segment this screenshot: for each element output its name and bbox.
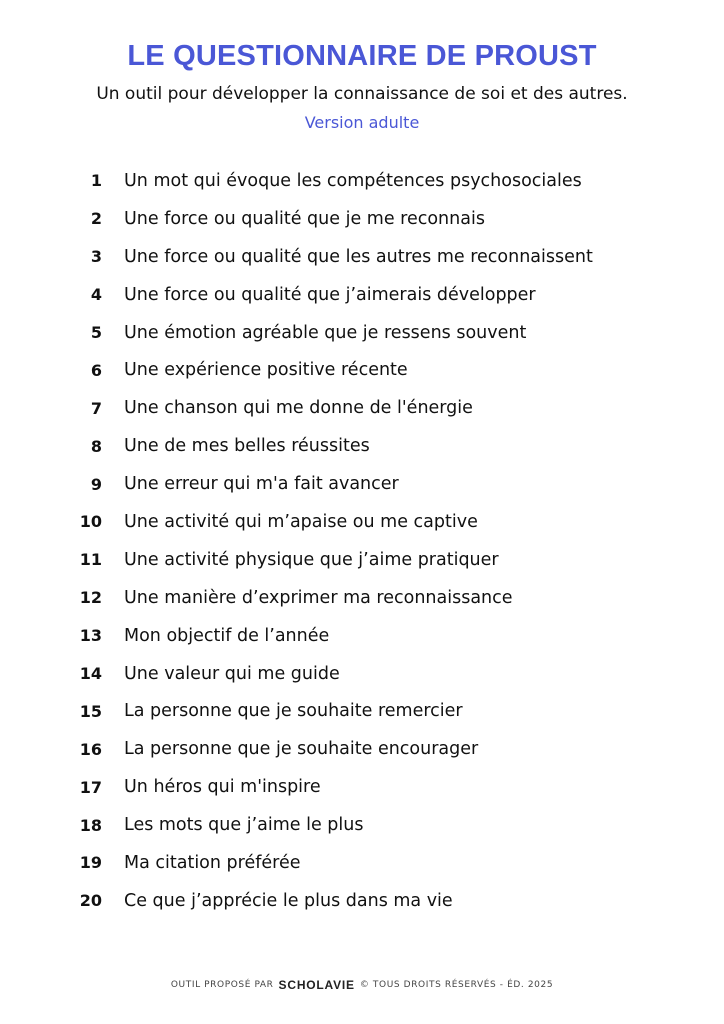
question-text: La personne que je souhaite encourager: [124, 739, 479, 760]
question-number: 4: [90, 285, 102, 305]
question-item: [0, 579, 724, 617]
question-number: 17: [79, 777, 102, 797]
question-item: [0, 617, 724, 655]
question-number: 10: [79, 512, 102, 532]
question-text: Une force ou qualité que je me reconnais: [124, 208, 485, 229]
question-number: 11: [79, 550, 102, 570]
question-item: [0, 276, 724, 314]
question-item: [0, 692, 724, 730]
version-label: Version adulte: [304, 113, 420, 132]
question-item: [0, 427, 724, 465]
question-item: [0, 465, 724, 503]
footer: [0, 978, 724, 992]
question-number: 18: [79, 815, 102, 835]
question-text: Les mots que j’aime le plus: [124, 815, 364, 836]
page-subtitle: Un outil pour développer la connaissance de soi et des autres.: [96, 84, 628, 104]
question-item: [0, 655, 724, 693]
footer-rights: © TOUS DROITS RÉSERVÉS - ÉD. 2025: [359, 980, 554, 990]
question-item: [0, 238, 724, 276]
question-text: Mon objectif de l’année: [124, 625, 330, 646]
question-text: Une chanson qui me donne de l'énergie: [124, 398, 473, 419]
question-text: Une expérience positive récente: [124, 360, 408, 381]
question-number: 16: [79, 739, 102, 759]
question-item: [0, 351, 724, 389]
question-text: Ma citation préférée: [124, 852, 301, 873]
question-text: Un héros qui m'inspire: [124, 777, 321, 798]
question-text: Ce que j’apprécie le plus dans ma vie: [124, 890, 453, 911]
question-text: Une de mes belles réussites: [124, 436, 370, 457]
question-number: 13: [79, 626, 102, 646]
question-text: Une activité qui m’apaise ou me captive: [124, 511, 478, 532]
question-number: 8: [90, 436, 102, 456]
question-number: 19: [79, 853, 102, 873]
question-text: Une émotion agréable que je ressens souvent: [124, 322, 527, 343]
question-number: 14: [79, 664, 102, 684]
question-text: Une manière d’exprimer ma reconnaissance: [124, 587, 513, 608]
question-text: Une valeur qui me guide: [124, 663, 340, 684]
question-item: [0, 162, 724, 200]
question-item: [0, 314, 724, 352]
question-item: [0, 200, 724, 238]
question-number: 1: [90, 171, 102, 191]
question-item: [0, 503, 724, 541]
question-item: [0, 541, 724, 579]
question-item: [0, 844, 724, 882]
question-number: 12: [79, 588, 102, 608]
question-text: Une activité physique que j’aime pratiquer: [124, 549, 499, 570]
question-text: Une force ou qualité que j’aimerais développer: [124, 284, 536, 305]
question-item: [0, 768, 724, 806]
question-number: 9: [90, 474, 102, 494]
question-text: La personne que je souhaite remercier: [124, 701, 463, 722]
question-item: [0, 730, 724, 768]
question-text: Une erreur qui m'a fait avancer: [124, 474, 399, 495]
question-number: 20: [79, 891, 102, 911]
page-title: LE QUESTIONNAIRE DE PROUST: [127, 40, 597, 72]
question-item: [0, 882, 724, 920]
question-text: Un mot qui évoque les compétences psychosociales: [124, 170, 582, 191]
question-number: 6: [90, 360, 102, 380]
question-list: [0, 162, 724, 920]
question-number: 7: [90, 398, 102, 418]
question-number: 15: [79, 701, 102, 721]
brand-logo: SCHOLAVIE: [278, 978, 355, 992]
question-text: Une force ou qualité que les autres me reconnaissent: [124, 246, 593, 267]
question-number: 5: [90, 323, 102, 342]
question-number: 2: [90, 209, 102, 229]
question-item: [0, 389, 724, 427]
question-number: 3: [90, 247, 102, 267]
footer-prefix: OUTIL PROPOSÉ PAR: [170, 980, 274, 990]
question-item: [0, 806, 724, 844]
